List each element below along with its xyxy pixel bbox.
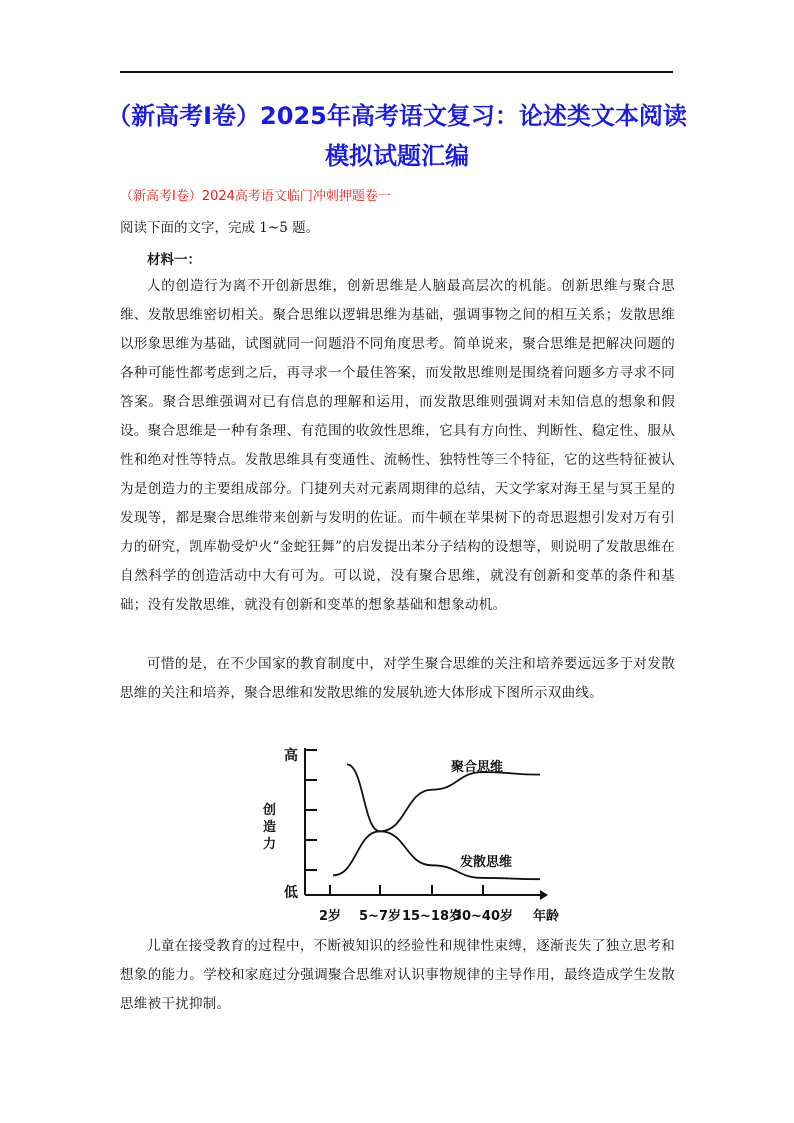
paragraph-1: 人的创造行为离不开创新思维，创新思维是人脑最高层次的机能。创新思维与聚合思维、发散思维密切相关。聚合思维以逻辑思维为基础，强调事物之间的相互关系；发散思维以形象思维为基础，试图就同一问题沿不同角度思考。简单说来，聚合思维是把解决问题的各种可能性都考虑到之后，再寻求一个最佳答案，而发散思维则是围绕着问题多方寻求不同答案。聚合思维强调对已有信息的理解和运用，而发散思维则强调对未知信息的想象和假设。聚合思维是一种有条理、有范围的收敛性思维，它具有方向性、判断性、稳定性、服从性和绝对性等特点。发散思维具有变通性、流畅性、独特性等三个特征，它的这些特征被认为是创造力的主要组成部分。门捷列夫对元素周期律的总结，天文学家对海王星与冥王星的发现等，都是聚合思维带来创新与发明的佐证。而牛顿在苹果树下的奇思遐想引发对万有引力的研究，凯库勒受炉火“金蛇狂舞”的启发提出苯分子结构的设想等，则说明了发散思维在自然科学的创造活动中大有可为。可以说，没有聚合思维，就没有创新和变革的条件和基础；没有发散思维，就没有创新和变革的想象基础和想象动机。: [120, 278, 675, 613]
x-tick-label: 5~7岁: [359, 909, 401, 924]
series-label-convergent: 聚合思维: [451, 760, 504, 775]
y-axis-label-2: 造: [263, 820, 277, 835]
x-tick-label: 2岁: [318, 909, 342, 924]
y-axis-label: [262, 802, 281, 852]
x-tick-label: 30~40岁: [452, 909, 514, 924]
x-axis-arrow: [540, 890, 548, 900]
x-tick-label: 15~18岁: [401, 909, 463, 924]
document-subtitle: （新高考Ⅰ卷）2024高考语文临门冲刺押题卷一: [120, 189, 391, 204]
series-label-divergent: 发散思维: [460, 855, 513, 870]
y-ticks: [305, 750, 317, 870]
paragraph-3: 儿童在接受教育的过程中，不断被知识的经验性和规律性束缚，逐渐丧失了独立思考和想象的能力。学校和家庭过分强调聚合思维对认识事物规律的主导作用，最终造成学生发散思维被干扰抑制。: [120, 938, 675, 1012]
paragraph-2: 可惜的是，在不少国家的教育制度中，对学生聚合思维的关注和培养要远远多于对发散思维的关注和培养，聚合思维和发散思维的发展轨迹大体形成下图所示双曲线。: [120, 656, 675, 701]
document-title: （新高考Ⅰ卷）2025年高考语文复习：论述类文本阅读 模拟试题汇编: [107, 102, 687, 170]
y-axis-label-3: 力: [263, 837, 277, 852]
header-rule: [120, 71, 673, 73]
reading-instruction: 阅读下面的文字，完成 1~5 题。: [120, 220, 320, 236]
y-high-label: 高: [284, 748, 298, 764]
creativity-chart: [255, 740, 585, 925]
y-axis-label-1: 创: [263, 803, 277, 818]
x-tick-labels: [319, 908, 513, 924]
x-ticks: [330, 885, 483, 895]
material-label: 材料一：: [147, 252, 201, 268]
x-axis-label: 年龄: [533, 909, 560, 924]
y-low-label: 低: [284, 885, 298, 901]
